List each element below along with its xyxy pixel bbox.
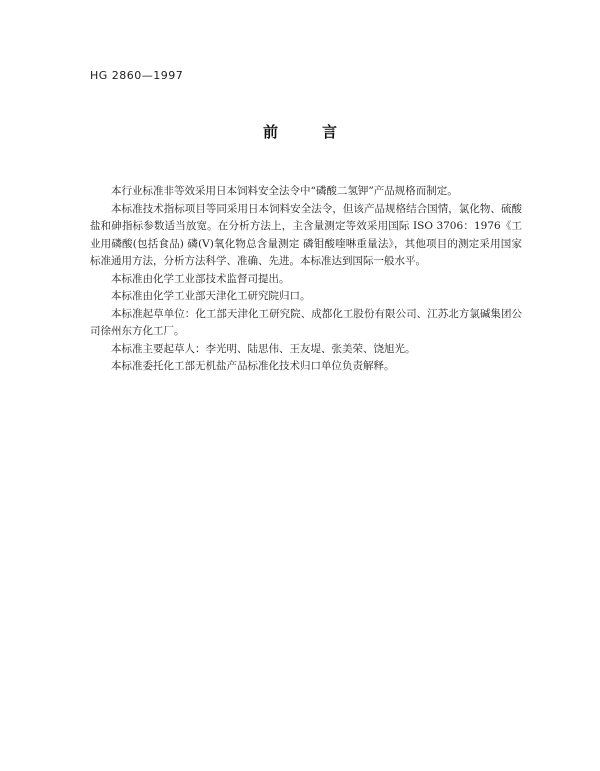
paragraph-adoption: 本行业标准非等效采用日本饲料安全法令中“磷酸二氢钾”产品规格而制定。 bbox=[111, 185, 458, 197]
paragraph-drafting-units: 本标准起草单位：化工部天津化工研究院、成都化工股份有限公司、江苏北方氯碱集团公司徐州东方化工厂。 bbox=[90, 307, 522, 337]
paragraph-proposer: 本标准由化学工业部技术监督司提出。 bbox=[111, 272, 290, 285]
paragraph-drafters: 本标准主要起草人：李光明、陆思伟、王友堤、张美荣、饶旭光。 bbox=[111, 342, 416, 355]
standard-code: HG 2860—1997 bbox=[90, 69, 184, 82]
foreword-body bbox=[90, 183, 522, 376]
page-title: 前言 bbox=[262, 123, 381, 141]
paragraph-interpretation: 本标准委托化工部无机盐产品标准化技术归口单位负责解释。 bbox=[111, 360, 395, 372]
paragraph-centralizer: 本标准由化学工业部天津化工研究院归口。 bbox=[111, 290, 311, 302]
paragraph-technical: 本标准技术指标项目等同采用日本饲料安全法令，但该产品规格结合国情，氯化物、硫酸盐和砷指标参数适当放宽。在分析方法上，主含量测定等效采用国际 ISO 3706：1976《工业用磷酸(包括食品) 磷(V)氧化物总含量测定 磷钼酸喹啉重量法》，其他项目的测定采用国家标准通用方法，分析方法科学、准确、先进。本标准达到国际一般水平。 bbox=[90, 202, 522, 267]
